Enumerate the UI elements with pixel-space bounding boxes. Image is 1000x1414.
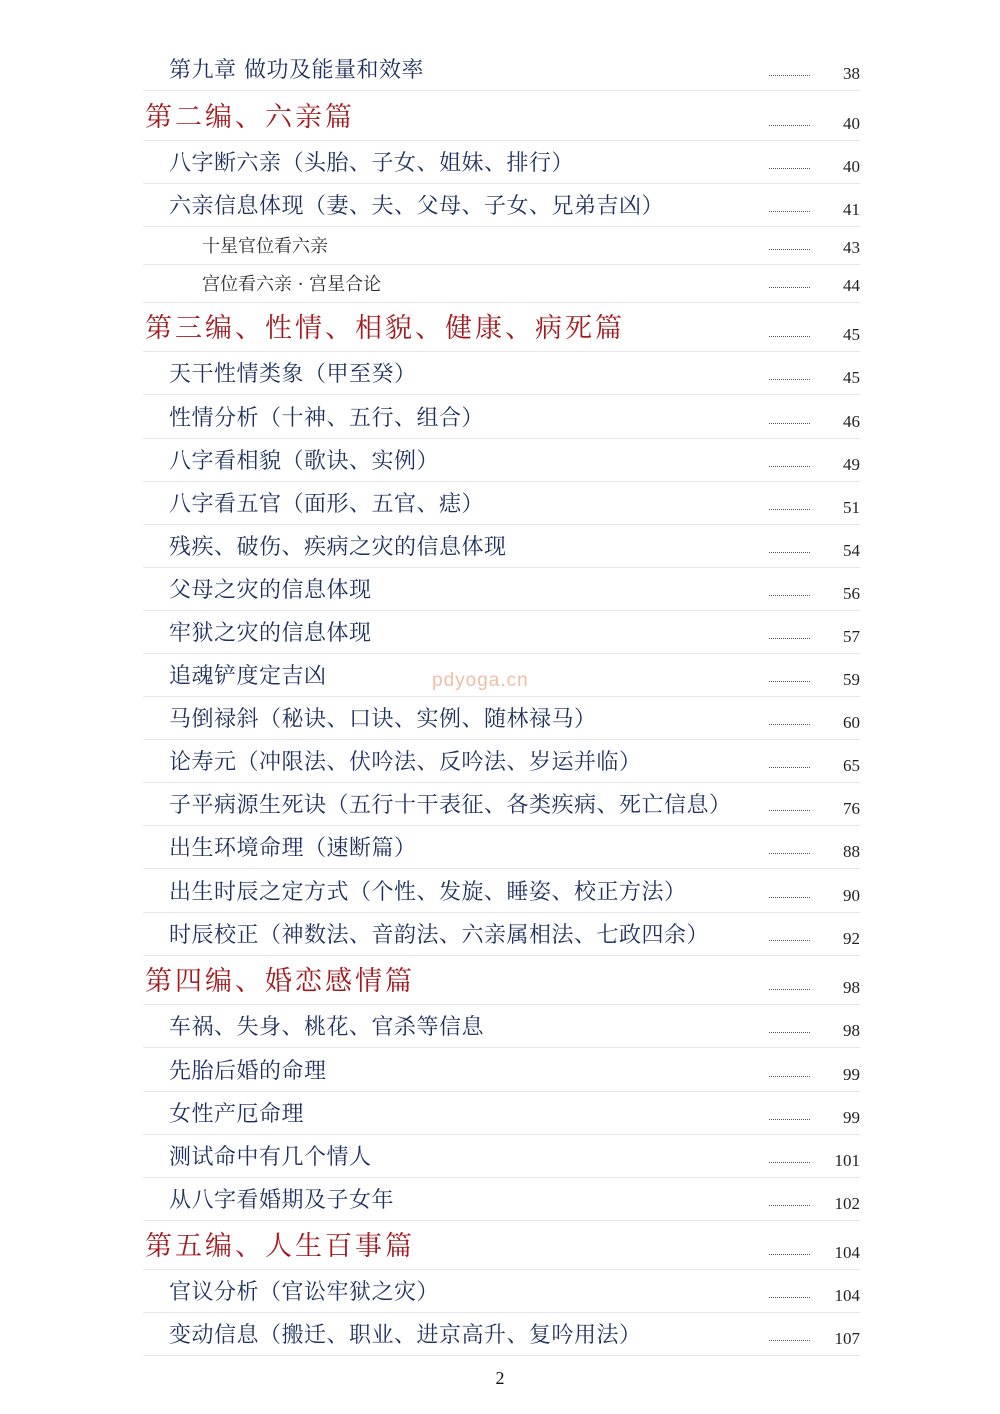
chapter-title: 牢狱之灾的信息体现 bbox=[169, 621, 372, 646]
section-title: 十星官位看六亲 bbox=[202, 236, 328, 257]
dot-leader bbox=[769, 595, 810, 596]
toc-entry[interactable] bbox=[143, 912, 860, 956]
chapter-title: 第九章 做功及能量和效率 bbox=[169, 58, 424, 83]
chapter-title: 子平病源生死诀（五行十干表征、各类疾病、死亡信息） bbox=[169, 793, 732, 818]
page-ref: 102 bbox=[834, 1194, 860, 1213]
page-ref: 99 bbox=[843, 1108, 860, 1127]
page-ref: 57 bbox=[843, 627, 860, 646]
toc-entry[interactable] bbox=[143, 264, 860, 303]
page-ref: 98 bbox=[843, 1021, 860, 1040]
dot-leader bbox=[769, 724, 810, 725]
dot-leader bbox=[769, 168, 810, 169]
chapter-title: 论寿元（冲限法、伏吟法、反吟法、岁运并临） bbox=[169, 750, 642, 775]
chapter-title: 时辰校正（神数法、音韵法、六亲属相法、七政四余） bbox=[169, 923, 710, 948]
toc-entry[interactable] bbox=[143, 438, 860, 482]
dot-leader bbox=[769, 336, 810, 337]
toc-entry[interactable] bbox=[143, 1312, 860, 1356]
page-ref: 54 bbox=[843, 541, 860, 560]
toc-entry[interactable] bbox=[143, 567, 860, 611]
page-ref: 40 bbox=[843, 157, 860, 176]
watermark: pdyoga.cn bbox=[432, 670, 529, 691]
toc-entry[interactable] bbox=[143, 955, 860, 1005]
dot-leader bbox=[769, 1162, 810, 1163]
page-ref: 41 bbox=[843, 200, 860, 219]
dot-leader bbox=[769, 379, 810, 380]
toc-entry[interactable] bbox=[143, 183, 860, 227]
toc-entry[interactable] bbox=[143, 481, 860, 525]
part-title: 第四编、婚恋感情篇 bbox=[145, 966, 415, 997]
page-ref: 99 bbox=[843, 1065, 860, 1084]
chapter-title: 六亲信息体现（妻、夫、父母、子女、兄弟吉凶） bbox=[169, 194, 665, 219]
toc-entry[interactable] bbox=[143, 1177, 860, 1221]
toc-entry[interactable] bbox=[143, 524, 860, 568]
chapter-title: 变动信息（搬迁、职业、进京高升、复吟用法） bbox=[169, 1323, 642, 1348]
chapter-title: 八字断六亲（头胎、子女、姐妹、排行） bbox=[169, 151, 575, 176]
page-ref: 65 bbox=[843, 756, 860, 775]
part-title: 第五编、人生百事篇 bbox=[145, 1231, 415, 1262]
chapter-title: 残疾、破伤、疾病之灾的信息体现 bbox=[169, 535, 507, 560]
dot-leader bbox=[769, 1076, 810, 1077]
page-ref: 40 bbox=[843, 114, 860, 133]
part-title: 第二编、六亲篇 bbox=[145, 102, 355, 133]
chapter-title: 八字看相貌（歌诀、实例） bbox=[169, 449, 440, 474]
toc-entry[interactable] bbox=[143, 782, 860, 826]
page-ref: 45 bbox=[843, 368, 860, 387]
page-ref: 76 bbox=[843, 799, 860, 818]
toc-entry[interactable] bbox=[143, 302, 860, 352]
page-ref: 59 bbox=[843, 670, 860, 689]
toc-entry[interactable] bbox=[143, 739, 860, 783]
chapter-title: 八字看五官（面形、五官、痣） bbox=[169, 492, 485, 517]
dot-leader bbox=[769, 466, 810, 467]
dot-leader bbox=[769, 1032, 810, 1033]
page-ref: 43 bbox=[843, 238, 860, 257]
part-title: 第三编、性情、相貌、健康、病死篇 bbox=[145, 313, 625, 344]
page-ref: 44 bbox=[843, 276, 860, 295]
dot-leader bbox=[769, 211, 810, 212]
page-ref: 92 bbox=[843, 929, 860, 948]
page-ref: 104 bbox=[834, 1243, 860, 1262]
page-ref: 104 bbox=[834, 1286, 860, 1305]
chapter-title: 车祸、失身、桃花、官杀等信息 bbox=[169, 1015, 485, 1040]
page-ref: 46 bbox=[843, 412, 860, 431]
page-ref: 98 bbox=[843, 978, 860, 997]
page-ref: 107 bbox=[834, 1329, 860, 1348]
page-ref: 38 bbox=[843, 64, 860, 83]
toc-entry[interactable] bbox=[143, 868, 860, 913]
dot-leader bbox=[769, 1205, 810, 1206]
dot-leader bbox=[769, 853, 810, 854]
dot-leader bbox=[769, 1340, 810, 1341]
chapter-title: 先胎后婚的命理 bbox=[169, 1059, 327, 1084]
dot-leader bbox=[769, 681, 810, 682]
chapter-title: 女性产厄命理 bbox=[169, 1102, 305, 1127]
chapter-title: 测试命中有几个情人 bbox=[169, 1145, 372, 1170]
chapter-title: 出生环境命理（速断篇） bbox=[169, 836, 417, 861]
chapter-title: 父母之灾的信息体现 bbox=[169, 578, 372, 603]
toc-entry[interactable] bbox=[143, 610, 860, 654]
page-ref: 51 bbox=[843, 498, 860, 517]
dot-leader bbox=[769, 287, 810, 288]
dot-leader bbox=[769, 125, 810, 126]
dot-leader bbox=[769, 940, 810, 941]
dot-leader bbox=[769, 552, 810, 553]
chapter-title: 天干性情类象（甲至癸） bbox=[169, 362, 417, 387]
page-ref: 101 bbox=[834, 1151, 860, 1170]
page-ref: 45 bbox=[843, 325, 860, 344]
dot-leader bbox=[769, 1119, 810, 1120]
chapter-title: 官议分析（官讼牢狱之灾） bbox=[169, 1280, 440, 1305]
chapter-title: 出生时辰之定方式（个性、发旋、睡姿、校正方法） bbox=[169, 880, 687, 905]
page-ref: 49 bbox=[843, 455, 860, 474]
page-number: 2 bbox=[495, 1368, 505, 1388]
dot-leader bbox=[769, 638, 810, 639]
dot-leader bbox=[769, 1254, 810, 1255]
dot-leader bbox=[769, 75, 810, 76]
chapter-title: 性情分析（十神、五行、组合） bbox=[169, 406, 485, 431]
toc-entry[interactable] bbox=[143, 1004, 860, 1048]
toc-entry[interactable] bbox=[143, 696, 860, 740]
section-title: 宫位看六亲 · 宫星合论 bbox=[202, 274, 382, 295]
toc-entry[interactable] bbox=[143, 226, 860, 265]
toc-entry[interactable] bbox=[143, 825, 860, 869]
dot-leader bbox=[769, 249, 810, 250]
dot-leader bbox=[769, 1297, 810, 1298]
toc-entry[interactable] bbox=[143, 1220, 860, 1270]
page-ref: 56 bbox=[843, 584, 860, 603]
dot-leader bbox=[769, 897, 810, 898]
chapter-title: 马倒禄斜（秘诀、口诀、实例、随林禄马） bbox=[169, 707, 597, 732]
toc-entry[interactable] bbox=[143, 1269, 860, 1313]
dot-leader bbox=[769, 423, 810, 424]
dot-leader bbox=[769, 767, 810, 768]
toc-entry[interactable] bbox=[143, 90, 860, 141]
dot-leader bbox=[769, 509, 810, 510]
chapter-title: 追魂铲度定吉凶 bbox=[169, 664, 327, 689]
chapter-title: 从八字看婚期及子女年 bbox=[169, 1188, 395, 1213]
dot-leader bbox=[769, 989, 810, 990]
toc-entry[interactable] bbox=[143, 140, 860, 184]
page-ref: 60 bbox=[843, 713, 860, 732]
toc-entry[interactable] bbox=[143, 394, 860, 439]
toc-entry[interactable] bbox=[143, 351, 860, 395]
toc-entry[interactable] bbox=[143, 1134, 860, 1178]
page-ref: 90 bbox=[843, 886, 860, 905]
toc-entry[interactable] bbox=[143, 1091, 860, 1135]
page-ref: 88 bbox=[843, 842, 860, 861]
dot-leader bbox=[769, 810, 810, 811]
toc-entry[interactable] bbox=[143, 40, 860, 91]
toc-entry[interactable] bbox=[143, 1047, 860, 1092]
